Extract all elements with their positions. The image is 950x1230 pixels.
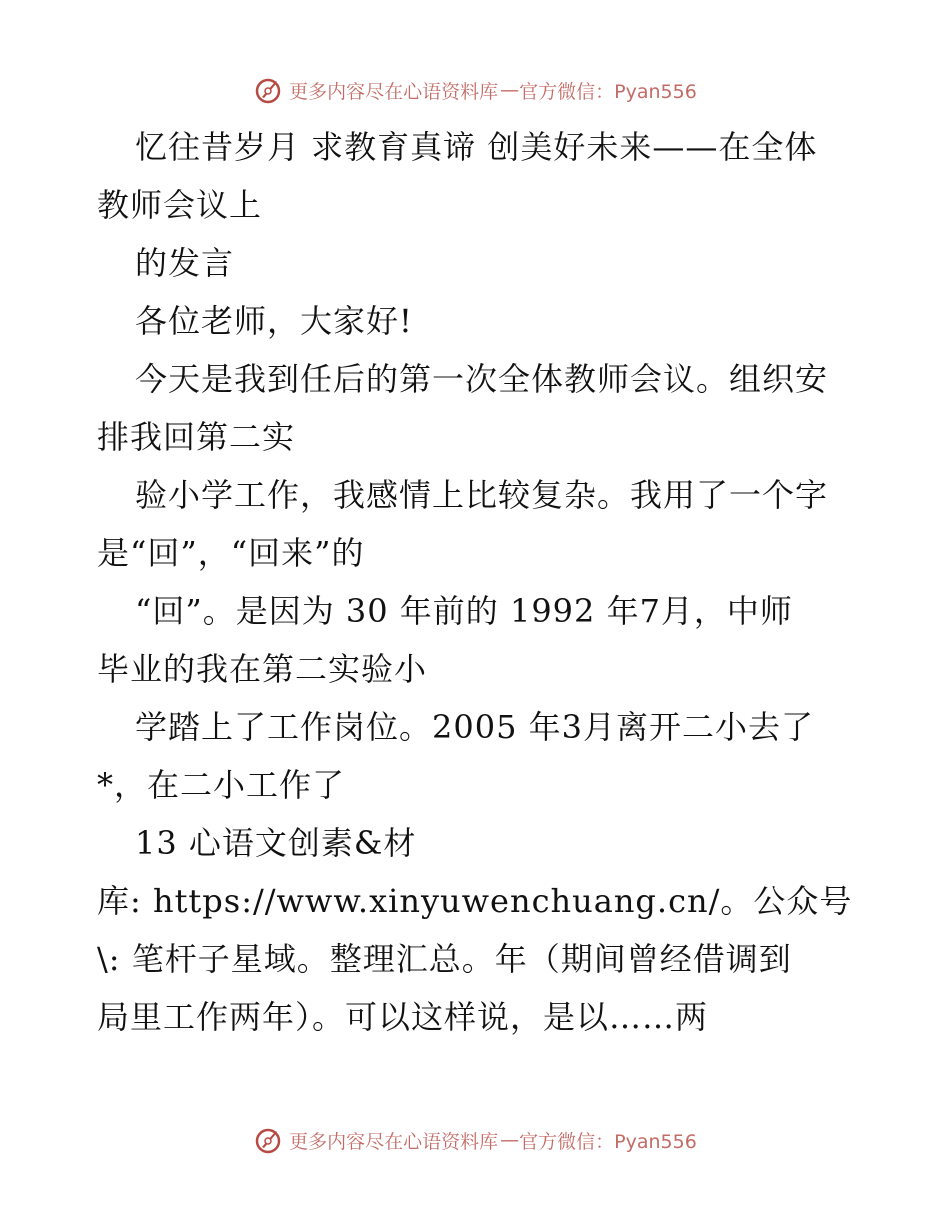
header-banner: [0, 70, 950, 110]
paragraph-line: 学踏上了工作岗位。2005 年3月离开二小去了: [135, 708, 814, 746]
header-banner-wechat: 官方微信：Pyan556: [519, 80, 697, 103]
paragraph-line: 13 心语文创素&材: [135, 824, 417, 862]
header-banner-separator: —: [500, 79, 520, 101]
title-line-3: 的发言: [135, 244, 235, 282]
paragraph-line: \: 笔杆子星域。整理汇总。年（期间曾经借调到: [97, 940, 792, 978]
footer-banner-separator: —: [500, 1129, 520, 1151]
paragraph-line: 局里工作两年）。可以这样说，是以……两: [97, 998, 709, 1036]
quill-logo-icon: [253, 1125, 283, 1155]
paragraph-line: 库: https://www.xinyuwenchuang.cn/。公众号: [97, 882, 853, 920]
paragraph-line: 今天是我到任后的第一次全体教师会议。组织安: [135, 360, 829, 398]
paragraph-line: “回”。是因为 30 年前的 1992 年7月，中师: [135, 592, 793, 630]
title-line-1: 忆往昔岁月 求教育真谛 创美好未来——在全体: [135, 128, 818, 166]
paragraph-line: 验小学工作，我感情上比较复杂。我用了一个字: [135, 476, 829, 514]
paragraph-line: 毕业的我在第二实验小: [97, 650, 428, 688]
document-body: [97, 118, 857, 1046]
paragraph-line: *，在二小工作了: [97, 766, 346, 804]
paragraph-line: 是“回”，“回来”的: [97, 534, 365, 572]
title-line-2: 教师会议上: [97, 186, 263, 224]
footer-banner-wechat: 官方微信：Pyan556: [519, 1130, 697, 1153]
header-banner-text: 更多内容尽在心语资料库: [289, 80, 499, 103]
paragraph-line: 排我回第二实: [97, 418, 296, 456]
greeting-line: 各位老师，大家好!: [135, 302, 413, 340]
footer-banner-text: 更多内容尽在心语资料库: [289, 1130, 499, 1153]
footer-banner: [0, 1120, 950, 1160]
quill-logo-icon: [253, 75, 283, 105]
